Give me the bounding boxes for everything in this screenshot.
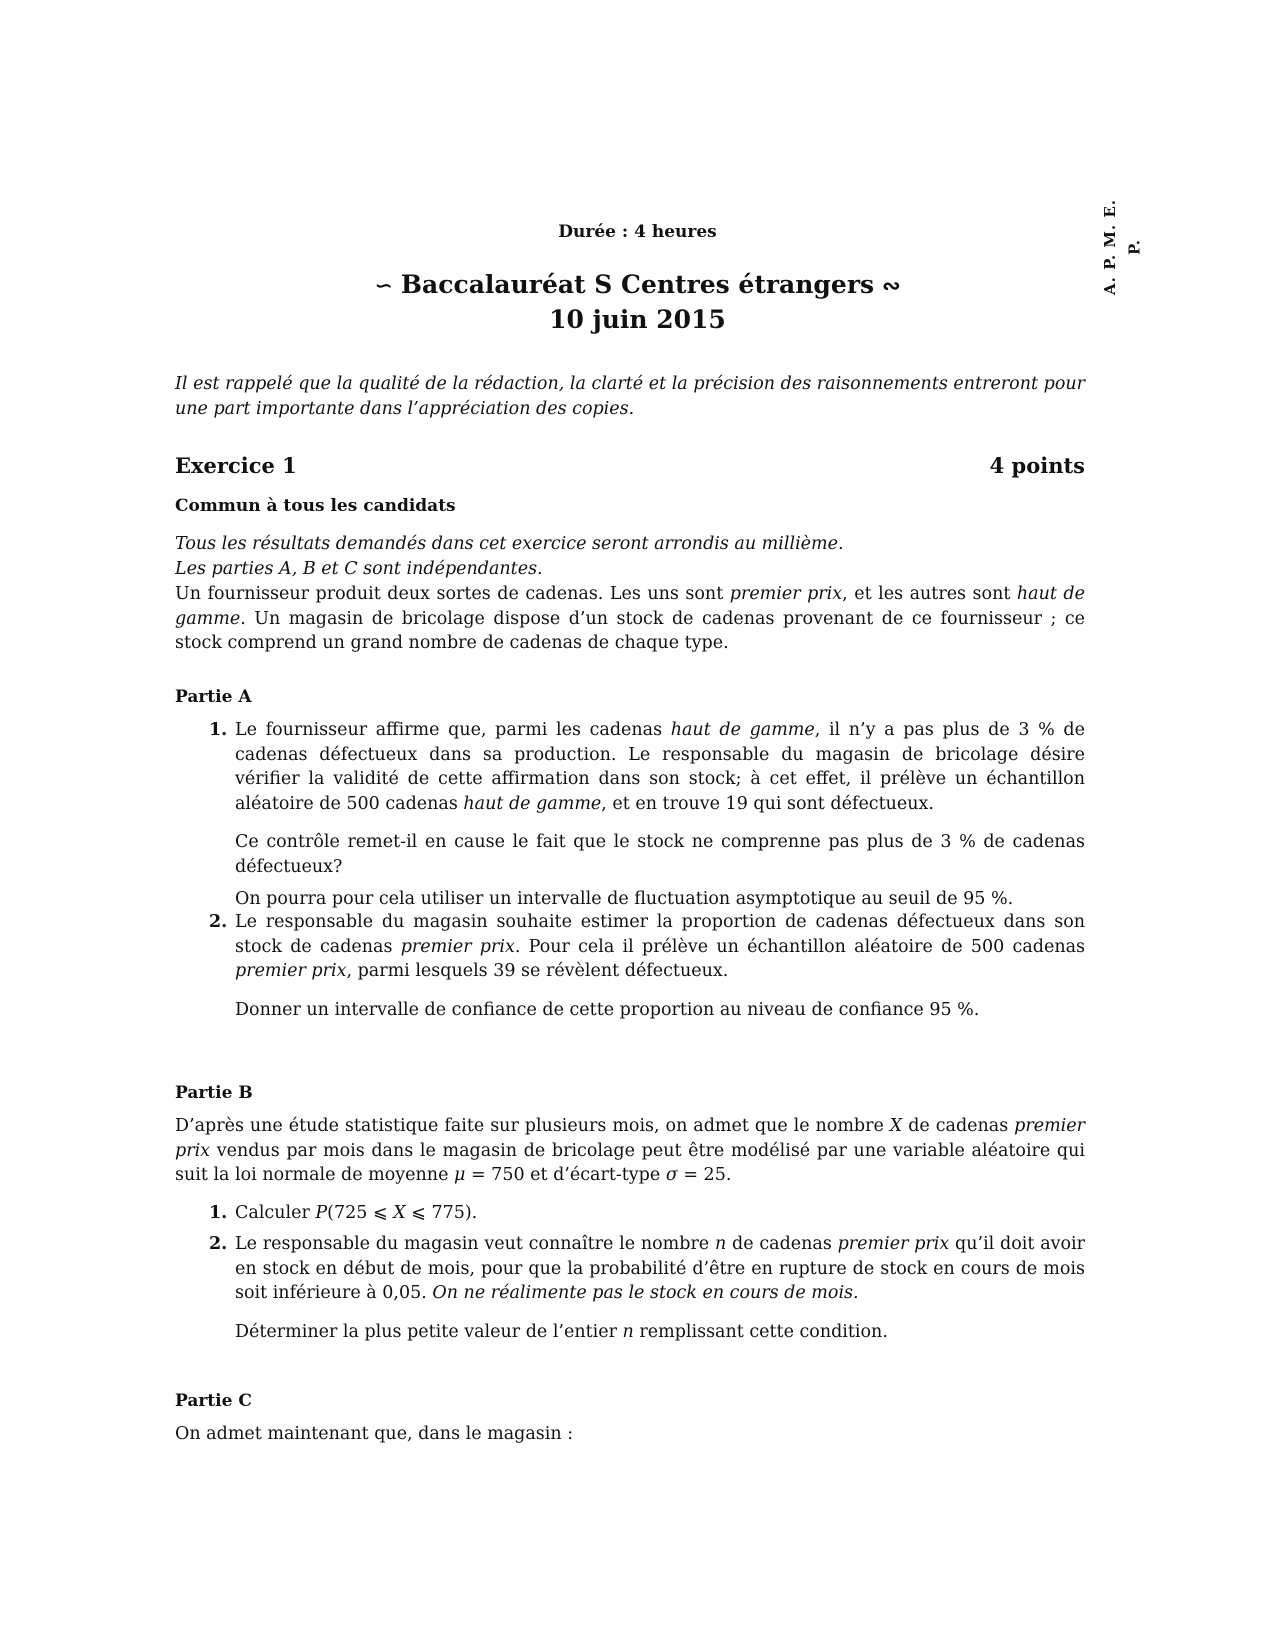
ornament-right-icon: ∾: [882, 273, 901, 299]
exercise-audience: Commun à tous les candidats: [175, 496, 456, 516]
part-b-heading: Partie B: [175, 1083, 253, 1103]
question-text: Calculer P(725 ⩽ X ⩽ 775).: [235, 1203, 478, 1223]
exercise-header: [175, 453, 1085, 479]
title-line2: 10 juin 2015: [549, 305, 726, 334]
exam-duration: Durée : 4 heures: [558, 222, 717, 242]
page-title: [0, 268, 1275, 337]
part-a-heading: Partie A: [175, 687, 252, 707]
exercise-intro-paragraph: Un fournisseur produit deux sortes de cadenas. Les uns sont premier prix, et les autres sont haut de gamme. Un magasin de bricolage dispose d’un stock de cadenas provenant de ce fournisseur ; ce stock comprend un grand nombre de cadenas de chaque type.: [175, 584, 1085, 653]
part-c-paragraph: On admet maintenant que, dans le magasin :: [175, 1424, 574, 1444]
question-text: Le fournisseur affirme que, parmi les cadenas haut de gamme, il n’y a pas plus de 3 % de cadenas défectueux dans sa production. Le responsable du magasin de bricolage désire vérifier la validité de cette affirmation dans son stock; à cet effet, il prélève un échantillon aléatoire de 500 cadenas haut de gamme, et en trouve 19 qui sont défectueux. Ce contrôle remet-il en cause le fait que le stock ne comprenne pas plus de 3 % de cadenas défectueux? On pourra pour cela utiliser un intervalle de fluctuation asymptotique au seuil de 95 %.: [235, 720, 1085, 909]
intro-note: Il est rappelé que la qualité de la rédaction, la clarté et la précision des raisonnements entreront pour une part importante dans l’appréciation des copies.: [175, 374, 1085, 419]
question-number: 1.: [209, 1203, 228, 1223]
part-b-paragraph: D’après une étude statistique faite sur plusieurs mois, on admet que le nombre X de cadenas premier prix vendus par mois dans le magasin de bricolage peut être modélisé par une variable aléatoire qui suit la loi normale de moyenne μ = 750 et d’écart-type σ = 25.: [175, 1116, 1085, 1185]
note-independent: Les parties A, B et C sont indépendantes.: [175, 558, 543, 579]
exercise-points: 4 points: [989, 453, 1085, 478]
exercise-title: Exercice 1: [175, 453, 297, 478]
note-rounding: Tous les résultats demandés dans cet exercice seront arrondis au millième.: [175, 534, 844, 554]
question-number: 2.: [209, 912, 228, 932]
ornament-left-icon: ∽: [374, 273, 393, 299]
question-number: 2.: [209, 1234, 228, 1254]
part-c-heading: Partie C: [175, 1391, 252, 1411]
question-text: Le responsable du magasin veut connaître le nombre n de cadenas premier prix qu’il doit avoir en stock en début de mois, pour que la probabilité d’être en rupture de stock en cours de mois soit inférieure à 0,05. On ne réalimente pas le stock en cours de mois. Déterminer la plus petite valeur de l’entier n remplissant cette condition.: [235, 1234, 1086, 1342]
question-number: 1.: [209, 720, 228, 740]
apmep-side-label: A. P. M. E. P.: [1101, 198, 1144, 296]
title-line1: Baccalauréat S Centres étrangers: [400, 270, 875, 299]
question-text: Le responsable du magasin souhaite estimer la proportion de cadenas défectueux dans son stock de cadenas premier prix. Pour cela il prélève un échantillon aléatoire de 500 cadenas premier prix, parmi lesquels 39 se révèlent défectueux. Donner un intervalle de confiance de cette proportion au niveau de confiance 95 %.: [235, 912, 1085, 1020]
exercise-notes: [175, 532, 1085, 581]
